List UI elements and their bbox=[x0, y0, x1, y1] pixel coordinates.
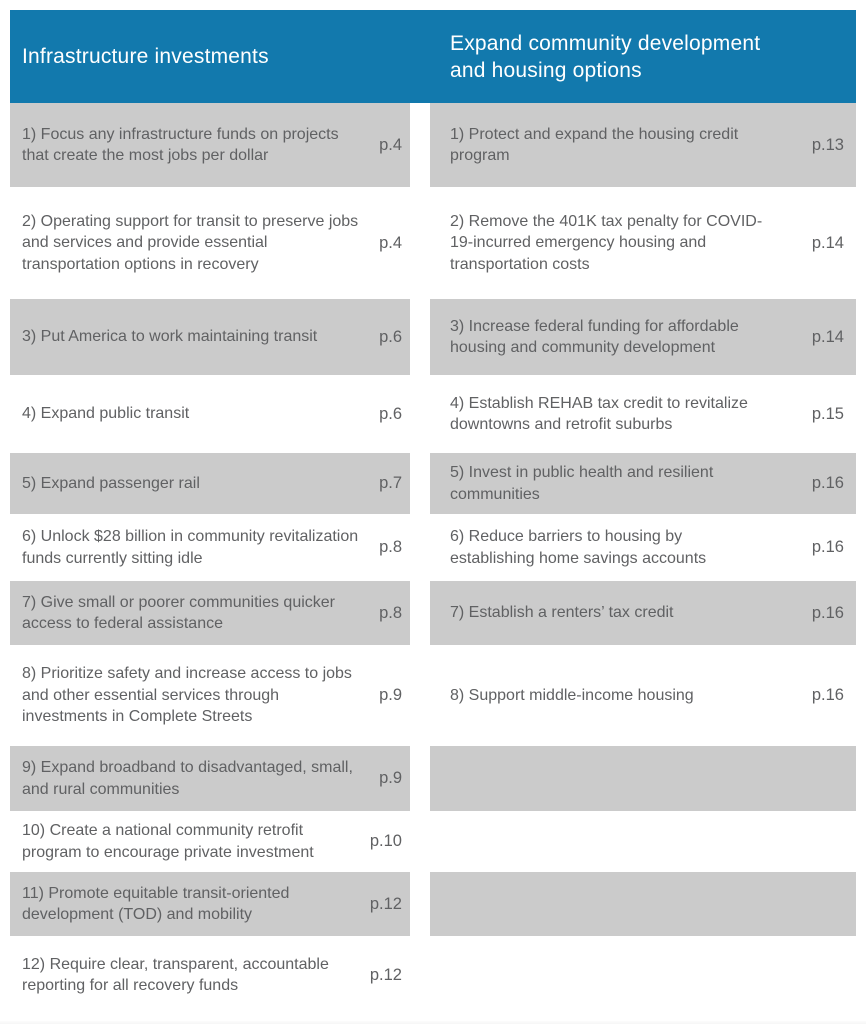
entry-text: 5) Expand passenger rail bbox=[22, 474, 200, 492]
entry-text: 3) Put America to work maintaining transit bbox=[22, 328, 318, 346]
entry-text: 9) Expand broadband to disadvantaged, small, and rural communities bbox=[22, 759, 353, 798]
entry-text: 10) Create a national community retrofit program to encourage private investment bbox=[22, 822, 314, 861]
toc-entry-right bbox=[430, 936, 856, 1014]
toc-entry-right bbox=[430, 514, 856, 581]
toc-entry-left bbox=[10, 645, 410, 746]
page-ref: p.16 bbox=[811, 538, 844, 556]
column-gap bbox=[410, 187, 430, 299]
toc-entry-left bbox=[10, 375, 410, 453]
toc-entry-left bbox=[10, 299, 410, 375]
toc-entry-right bbox=[430, 811, 856, 872]
page-ref: p.9 bbox=[379, 686, 402, 704]
column-gap bbox=[410, 514, 430, 581]
table-row bbox=[10, 872, 856, 936]
table-row bbox=[10, 645, 856, 746]
toc-entry-right bbox=[430, 453, 856, 514]
table-row bbox=[10, 375, 856, 453]
toc-entry-left bbox=[10, 187, 410, 299]
page-ref: p.15 bbox=[811, 404, 844, 423]
page-ref: p.6 bbox=[379, 327, 402, 346]
table-row bbox=[10, 581, 856, 645]
header-community-development: Expand community development and housing options bbox=[450, 31, 761, 82]
toc-entry-right bbox=[430, 375, 856, 453]
entry-text: 12) Require clear, transparent, accountable reporting for all recovery funds bbox=[22, 955, 329, 994]
entry-text: 3) Increase federal funding for affordable housing and community development bbox=[450, 317, 739, 356]
page-ref: p.16 bbox=[811, 603, 844, 622]
page-ref: p.16 bbox=[811, 474, 844, 492]
table-row bbox=[10, 936, 856, 1014]
header-infrastructure-investments: Infrastructure investments bbox=[22, 45, 269, 68]
entry-text: 7) Establish a renters’ tax credit bbox=[450, 604, 674, 622]
entry-text: 8) Support middle-income housing bbox=[450, 686, 694, 704]
page-ref: p.14 bbox=[811, 233, 844, 252]
toc-entry-right bbox=[430, 872, 856, 936]
toc-entry-right bbox=[430, 299, 856, 375]
toc-entry-left bbox=[10, 746, 410, 811]
entry-text: 8) Prioritize safety and increase access to jobs and other essential services through investments in Complete Streets bbox=[22, 665, 352, 726]
column-gap bbox=[410, 872, 430, 936]
entry-text: 7) Give small or poorer communities quicker access to federal assistance bbox=[22, 593, 335, 632]
table-row bbox=[10, 746, 856, 811]
table-row bbox=[10, 453, 856, 514]
column-gap bbox=[410, 375, 430, 453]
entry-text: 11) Promote equitable transit-oriented development (TOD) and mobility bbox=[22, 884, 290, 923]
toc-entry-left bbox=[10, 936, 410, 1014]
column-gap bbox=[410, 746, 430, 811]
page-ref: p.7 bbox=[379, 474, 402, 492]
page-ref: p.16 bbox=[811, 686, 844, 704]
toc-entry-right bbox=[430, 746, 856, 811]
entry-text: 2) Operating support for transit to preserve jobs and services and provide essential transportation options in recovery bbox=[22, 212, 359, 273]
column-gap bbox=[410, 453, 430, 514]
document-page bbox=[0, 10, 866, 1024]
toc-entry-left bbox=[10, 103, 410, 187]
column-gap bbox=[410, 103, 430, 187]
toc-entry-left bbox=[10, 872, 410, 936]
entry-text: 4) Establish REHAB tax credit to revitalize downtowns and retrofit suburbs bbox=[450, 394, 748, 433]
column-gap bbox=[410, 645, 430, 746]
toc-entry-left bbox=[10, 453, 410, 514]
page-ref: p.13 bbox=[811, 135, 844, 154]
page-ref: p.4 bbox=[379, 233, 402, 252]
table-row bbox=[10, 299, 856, 375]
table-header bbox=[10, 10, 856, 103]
entry-text: 1) Protect and expand the housing credit program bbox=[450, 125, 739, 164]
page-ref: p.9 bbox=[379, 769, 402, 787]
toc-entry-left bbox=[10, 514, 410, 581]
table-row bbox=[10, 811, 856, 872]
entry-text: 6) Unlock $28 billion in community revitalization funds currently sitting idle bbox=[22, 528, 359, 567]
page-ref: p.12 bbox=[369, 965, 402, 984]
toc-entry-right bbox=[430, 103, 856, 187]
toc-entry-right bbox=[430, 645, 856, 746]
column-gap bbox=[410, 299, 430, 375]
table-body bbox=[10, 103, 856, 1014]
table-row bbox=[10, 187, 856, 299]
toc-entry-left bbox=[10, 811, 410, 872]
page-ref: p.12 bbox=[369, 894, 402, 913]
column-gap bbox=[410, 936, 430, 1014]
page-ref: p.14 bbox=[811, 327, 844, 346]
column-gap bbox=[410, 581, 430, 645]
toc-table bbox=[10, 10, 856, 1014]
entry-text: 2) Remove the 401K tax penalty for COVID-19-incurred emergency housing and transportation costs bbox=[450, 212, 763, 273]
entry-text: 4) Expand public transit bbox=[22, 405, 190, 423]
page-ref: p.8 bbox=[379, 603, 402, 622]
table-row bbox=[10, 514, 856, 581]
entry-text: 5) Invest in public health and resilient communities bbox=[450, 464, 714, 503]
page-ref: p.8 bbox=[379, 538, 402, 556]
toc-entry-right bbox=[430, 581, 856, 645]
page-ref: p.4 bbox=[379, 135, 402, 154]
page-ref: p.10 bbox=[369, 832, 402, 850]
entry-text: 1) Focus any infrastructure funds on projects that create the most jobs per dollar bbox=[22, 125, 339, 164]
page-ref: p.6 bbox=[379, 404, 402, 423]
entry-text: 6) Reduce barriers to housing by establishing home savings accounts bbox=[450, 528, 707, 567]
column-gap bbox=[410, 811, 430, 872]
toc-entry-left bbox=[10, 581, 410, 645]
toc-entry-right bbox=[430, 187, 856, 299]
table-row bbox=[10, 103, 856, 187]
